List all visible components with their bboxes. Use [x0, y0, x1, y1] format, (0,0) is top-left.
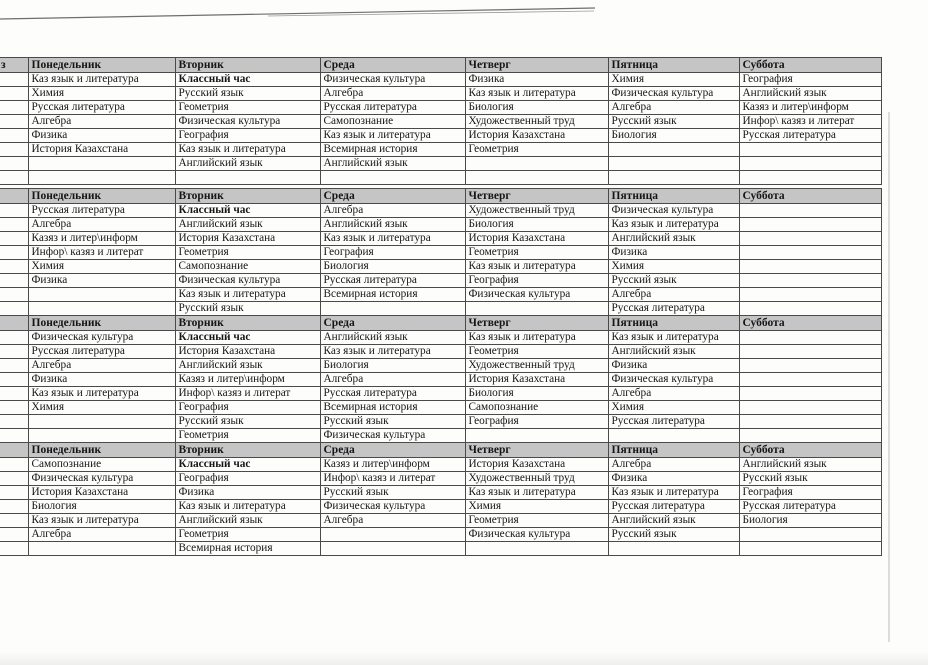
- left-column-cell: [0, 157, 28, 171]
- table-row: [0, 232, 881, 246]
- table-row: [0, 472, 881, 486]
- day-header: Четверг: [465, 189, 608, 204]
- subject-cell: [608, 143, 739, 157]
- subject-cell: Каз язык и литература: [28, 514, 175, 528]
- table-row: [0, 401, 881, 415]
- subject-cell: Самопознание: [175, 260, 320, 274]
- subject-cell: Русский язык: [739, 472, 881, 486]
- subject-cell: [739, 401, 881, 415]
- subject-cell: Русская литература: [608, 302, 739, 316]
- subject-cell: Алгебра: [28, 359, 175, 373]
- subject-cell: Самопознание: [28, 458, 175, 472]
- subject-cell: Инфор\ казяз и литерат: [175, 387, 320, 401]
- subject-cell: [739, 528, 881, 542]
- subject-cell: [739, 260, 881, 274]
- subject-cell: [739, 143, 881, 157]
- subject-cell: География: [739, 73, 881, 87]
- subject-cell: Физическая культура: [28, 331, 175, 345]
- subject-cell: Русская литература: [320, 274, 465, 288]
- subject-cell: География: [175, 129, 320, 143]
- subject-cell: Алгебра: [608, 101, 739, 115]
- subject-cell: Английский язык: [320, 157, 465, 171]
- subject-cell: [739, 274, 881, 288]
- day-header: Вторник: [175, 189, 320, 204]
- subject-cell: Русская литература: [608, 415, 739, 429]
- left-column-cell: [0, 260, 28, 274]
- day-header: Четверг: [465, 443, 608, 458]
- subject-cell: [739, 359, 881, 373]
- subject-cell: Русский язык: [608, 528, 739, 542]
- subject-cell: Английский язык: [739, 458, 881, 472]
- subject-cell: Инфор\ казяз и литерат: [320, 472, 465, 486]
- subject-cell: [739, 302, 881, 316]
- subject-cell: Химия: [465, 500, 608, 514]
- subject-cell: Русский язык: [320, 415, 465, 429]
- table-row: [0, 528, 881, 542]
- left-column-cell: [0, 274, 28, 288]
- subject-cell: Казяз и литер\информ: [28, 232, 175, 246]
- left-column-cell: [0, 373, 28, 387]
- subject-cell: Биология: [465, 387, 608, 401]
- schedule-block-4: [0, 442, 882, 556]
- subject-cell: Казяз и литер\информ: [739, 101, 881, 115]
- subject-cell: Английский язык: [608, 514, 739, 528]
- left-column-cell: [0, 115, 28, 129]
- subject-cell: [739, 204, 881, 218]
- table-row: [0, 288, 881, 302]
- subject-cell: [739, 246, 881, 260]
- subject-cell: Биология: [739, 514, 881, 528]
- day-header: Вторник: [175, 58, 320, 73]
- subject-cell: [739, 415, 881, 429]
- day-header: Пятница: [608, 316, 739, 331]
- subject-cell: [739, 218, 881, 232]
- table-row: [0, 486, 881, 500]
- subject-cell: История Казахстана: [175, 345, 320, 359]
- subject-cell: География: [175, 472, 320, 486]
- subject-cell: География: [739, 486, 881, 500]
- subject-cell: [739, 345, 881, 359]
- subject-cell: Каз язык и литература: [28, 73, 175, 87]
- table-row: [0, 345, 881, 359]
- subject-cell: [28, 157, 175, 171]
- subject-cell: Художественный труд: [465, 204, 608, 218]
- subject-cell: География: [465, 415, 608, 429]
- subject-cell: [739, 542, 881, 556]
- day-header: Вторник: [175, 316, 320, 331]
- schedule-block-3: [0, 315, 882, 443]
- table-row: [0, 143, 881, 157]
- subject-cell: Алгебра: [608, 387, 739, 401]
- subject-cell: [28, 171, 175, 185]
- subject-cell: География: [320, 246, 465, 260]
- subject-cell: Классный час: [175, 204, 320, 218]
- subject-cell: Геометрия: [465, 514, 608, 528]
- subject-cell: Алгебра: [608, 458, 739, 472]
- subject-cell: Английский язык: [175, 157, 320, 171]
- left-column-cell: [0, 87, 28, 101]
- schedule-block-2: [0, 188, 882, 316]
- subject-cell: Физика: [608, 246, 739, 260]
- table-row: [0, 274, 881, 288]
- subject-cell: Физическая культура: [28, 472, 175, 486]
- left-column-cell: [0, 458, 28, 472]
- table-row: [0, 302, 881, 316]
- subject-cell: Английский язык: [320, 218, 465, 232]
- subject-cell: Всемирная история: [175, 542, 320, 556]
- subject-cell: Физика: [608, 359, 739, 373]
- subject-cell: Классный час: [175, 458, 320, 472]
- subject-cell: [739, 387, 881, 401]
- table-row: [0, 458, 881, 472]
- subject-cell: Русская литература: [608, 500, 739, 514]
- subject-cell: История Казахстана: [465, 458, 608, 472]
- left-column-cell: [0, 387, 28, 401]
- timetable: [0, 57, 882, 556]
- subject-cell: Алгебра: [28, 218, 175, 232]
- table-row: [0, 204, 881, 218]
- left-column-cell: [0, 415, 28, 429]
- schedule-block-1: [0, 57, 882, 185]
- subject-cell: Физика: [465, 73, 608, 87]
- day-header: Вторник: [175, 443, 320, 458]
- left-column-cell: [0, 302, 28, 316]
- subject-cell: Каз язык и литература: [608, 218, 739, 232]
- left-column-cell: [0, 204, 28, 218]
- left-column-cell: [0, 401, 28, 415]
- left-column-cell: [0, 331, 28, 345]
- subject-cell: Биология: [320, 359, 465, 373]
- table-row: [0, 115, 881, 129]
- subject-cell: Английский язык: [320, 331, 465, 345]
- day-header: Пятница: [608, 443, 739, 458]
- left-column-cell: [0, 472, 28, 486]
- table-row: [0, 387, 881, 401]
- subject-cell: [465, 171, 608, 185]
- subject-cell: [320, 528, 465, 542]
- left-column-cell: [0, 143, 28, 157]
- day-header: Суббота: [739, 443, 881, 458]
- left-column-header: [0, 443, 28, 458]
- subject-cell: [739, 331, 881, 345]
- subject-cell: Геометрия: [175, 429, 320, 443]
- subject-cell: Физическая культура: [175, 274, 320, 288]
- subject-cell: Русский язык: [320, 486, 465, 500]
- subject-cell: История Казахстана: [175, 232, 320, 246]
- subject-cell: Алгебра: [320, 87, 465, 101]
- subject-cell: Русская литература: [28, 204, 175, 218]
- subject-cell: Каз язык и литература: [175, 500, 320, 514]
- subject-cell: Биология: [465, 218, 608, 232]
- subject-cell: Русская литература: [739, 129, 881, 143]
- subject-cell: [465, 157, 608, 171]
- subject-cell: Физическая культура: [608, 87, 739, 101]
- subject-cell: Алгебра: [320, 204, 465, 218]
- subject-cell: Самопознание: [465, 401, 608, 415]
- table-row: [0, 218, 881, 232]
- subject-cell: Физическая культура: [175, 115, 320, 129]
- subject-cell: Биология: [320, 260, 465, 274]
- left-column-cell: [0, 514, 28, 528]
- subject-cell: География: [465, 274, 608, 288]
- subject-cell: Английский язык: [608, 345, 739, 359]
- table-row: [0, 87, 881, 101]
- subject-cell: Русская литература: [320, 101, 465, 115]
- day-header: Четверг: [465, 316, 608, 331]
- subject-cell: Физическая культура: [608, 373, 739, 387]
- subject-cell: Самопознание: [320, 115, 465, 129]
- scan-artifact-paper-edge: [888, 112, 890, 642]
- subject-cell: Физическая культура: [465, 288, 608, 302]
- subject-cell: [320, 302, 465, 316]
- subject-cell: Биология: [465, 101, 608, 115]
- subject-cell: [739, 157, 881, 171]
- day-header: Четверг: [465, 58, 608, 73]
- subject-cell: Биология: [28, 500, 175, 514]
- table-row: [0, 415, 881, 429]
- subject-cell: [320, 542, 465, 556]
- left-column-cell: [0, 486, 28, 500]
- table-row: [0, 429, 881, 443]
- table-row: [0, 373, 881, 387]
- table-row: [0, 331, 881, 345]
- subject-cell: Русский язык: [175, 302, 320, 316]
- subject-cell: Алгебра: [28, 115, 175, 129]
- subject-cell: Классный час: [175, 331, 320, 345]
- table-row: [0, 260, 881, 274]
- subject-cell: [739, 429, 881, 443]
- subject-cell: Английский язык: [175, 359, 320, 373]
- subject-cell: Инфор\ казяз и литерат: [28, 246, 175, 260]
- subject-cell: Всемирная история: [320, 143, 465, 157]
- subject-cell: [739, 171, 881, 185]
- subject-cell: История Казахстана: [28, 143, 175, 157]
- subject-cell: [28, 429, 175, 443]
- day-header: Среда: [320, 316, 465, 331]
- day-header: Среда: [320, 189, 465, 204]
- subject-cell: [465, 302, 608, 316]
- subject-cell: История Казахстана: [465, 232, 608, 246]
- subject-cell: Химия: [28, 260, 175, 274]
- subject-cell: [465, 542, 608, 556]
- subject-cell: Русский язык: [608, 115, 739, 129]
- left-column-header: [0, 189, 28, 204]
- subject-cell: Русский язык: [608, 274, 739, 288]
- left-column-cell: [0, 528, 28, 542]
- subject-cell: Казяз и литер\информ: [175, 373, 320, 387]
- subject-cell: Каз язык и литература: [28, 387, 175, 401]
- subject-cell: Химия: [28, 401, 175, 415]
- day-header: Понедельник: [28, 316, 175, 331]
- subject-cell: Каз язык и литература: [608, 486, 739, 500]
- subject-cell: Каз язык и литература: [175, 288, 320, 302]
- subject-cell: Физическая культура: [320, 429, 465, 443]
- scan-artifact-bottom-shadow: [0, 651, 928, 665]
- subject-cell: Художественный труд: [465, 115, 608, 129]
- table-row: [0, 73, 881, 87]
- subject-cell: Химия: [28, 87, 175, 101]
- subject-cell: Каз язык и литература: [320, 345, 465, 359]
- subject-cell: География: [175, 401, 320, 415]
- subject-cell: Русская литература: [28, 101, 175, 115]
- subject-cell: Классный час: [175, 73, 320, 87]
- subject-cell: Алгебра: [320, 514, 465, 528]
- table-row: [0, 246, 881, 260]
- scan-artifact-top-line: [0, 0, 928, 30]
- subject-cell: Русская литература: [28, 345, 175, 359]
- left-column-cell: [0, 171, 28, 185]
- subject-cell: Геометрия: [465, 246, 608, 260]
- subject-cell: Геометрия: [175, 246, 320, 260]
- subject-cell: Каз язык и литература: [320, 232, 465, 246]
- subject-cell: Физическая культура: [320, 500, 465, 514]
- subject-cell: Алгебра: [608, 288, 739, 302]
- day-header: Среда: [320, 58, 465, 73]
- subject-cell: Русский язык: [175, 415, 320, 429]
- subject-cell: Русская литература: [739, 500, 881, 514]
- subject-cell: [608, 157, 739, 171]
- subject-cell: Геометрия: [465, 345, 608, 359]
- subject-cell: [739, 232, 881, 246]
- subject-cell: Художественный труд: [465, 359, 608, 373]
- subject-cell: Геометрия: [175, 528, 320, 542]
- subject-cell: Химия: [608, 73, 739, 87]
- subject-cell: Казяз и литер\информ: [320, 458, 465, 472]
- subject-cell: [28, 415, 175, 429]
- subject-cell: Художественный труд: [465, 472, 608, 486]
- day-header: Понедельник: [28, 58, 175, 73]
- subject-cell: Каз язык и литература: [608, 331, 739, 345]
- subject-cell: История Казахстана: [465, 129, 608, 143]
- subject-cell: Биология: [608, 129, 739, 143]
- subject-cell: Физика: [175, 486, 320, 500]
- day-header: Понедельник: [28, 189, 175, 204]
- left-column-header: [0, 316, 28, 331]
- subject-cell: Каз язык и литература: [320, 129, 465, 143]
- subject-cell: Физическая культура: [465, 528, 608, 542]
- table-row: [0, 500, 881, 514]
- subject-cell: Алгебра: [28, 528, 175, 542]
- subject-cell: Русский язык: [175, 87, 320, 101]
- subject-cell: Каз язык и литература: [465, 87, 608, 101]
- subject-cell: Всемирная история: [320, 401, 465, 415]
- left-column-cell: [0, 101, 28, 115]
- subject-cell: Физическая культура: [320, 73, 465, 87]
- day-header: Пятница: [608, 58, 739, 73]
- table-row: [0, 101, 881, 115]
- left-column-cell: [0, 288, 28, 302]
- left-column-cell: [0, 345, 28, 359]
- subject-cell: [608, 429, 739, 443]
- subject-cell: [739, 288, 881, 302]
- day-header: Суббота: [739, 189, 881, 204]
- left-column-cell: [0, 500, 28, 514]
- left-column-cell: [0, 246, 28, 260]
- subject-cell: [608, 542, 739, 556]
- subject-cell: Английский язык: [175, 218, 320, 232]
- left-column-cell: [0, 542, 28, 556]
- day-header: Среда: [320, 443, 465, 458]
- left-column-header: з: [0, 58, 28, 73]
- subject-cell: [608, 171, 739, 185]
- subject-cell: [739, 373, 881, 387]
- subject-cell: Химия: [608, 401, 739, 415]
- subject-cell: [320, 171, 465, 185]
- subject-cell: Физика: [608, 472, 739, 486]
- left-column-cell: [0, 232, 28, 246]
- left-column-cell: [0, 429, 28, 443]
- subject-cell: [28, 542, 175, 556]
- subject-cell: Геометрия: [175, 101, 320, 115]
- subject-cell: Физическая культура: [608, 204, 739, 218]
- subject-cell: [465, 429, 608, 443]
- subject-cell: Каз язык и литература: [465, 331, 608, 345]
- table-row: [0, 359, 881, 373]
- subject-cell: Всемирная история: [320, 288, 465, 302]
- subject-cell: Алгебра: [320, 373, 465, 387]
- table-row: [0, 157, 881, 171]
- day-header: Суббота: [739, 316, 881, 331]
- table-row: [0, 171, 881, 185]
- day-header: Суббота: [739, 58, 881, 73]
- subject-cell: История Казахстана: [28, 486, 175, 500]
- subject-cell: [175, 171, 320, 185]
- left-column-cell: [0, 129, 28, 143]
- subject-cell: Английский язык: [739, 87, 881, 101]
- subject-cell: Каз язык и литература: [465, 260, 608, 274]
- table-row: [0, 542, 881, 556]
- subject-cell: Физика: [28, 373, 175, 387]
- subject-cell: [28, 302, 175, 316]
- subject-cell: Инфор\ казяз и литерат: [739, 115, 881, 129]
- left-column-cell: [0, 73, 28, 87]
- table-row: [0, 514, 881, 528]
- subject-cell: Физика: [28, 129, 175, 143]
- table-row: [0, 129, 881, 143]
- subject-cell: Русская литература: [320, 387, 465, 401]
- subject-cell: История Казахстана: [465, 373, 608, 387]
- subject-cell: Каз язык и литература: [175, 143, 320, 157]
- left-column-cell: [0, 359, 28, 373]
- day-header: Понедельник: [28, 443, 175, 458]
- left-column-cell: [0, 218, 28, 232]
- subject-cell: Каз язык и литература: [465, 486, 608, 500]
- subject-cell: Английский язык: [608, 232, 739, 246]
- subject-cell: Физика: [28, 274, 175, 288]
- subject-cell: Геометрия: [465, 143, 608, 157]
- subject-cell: Английский язык: [175, 514, 320, 528]
- subject-cell: Химия: [608, 260, 739, 274]
- subject-cell: [28, 288, 175, 302]
- day-header: Пятница: [608, 189, 739, 204]
